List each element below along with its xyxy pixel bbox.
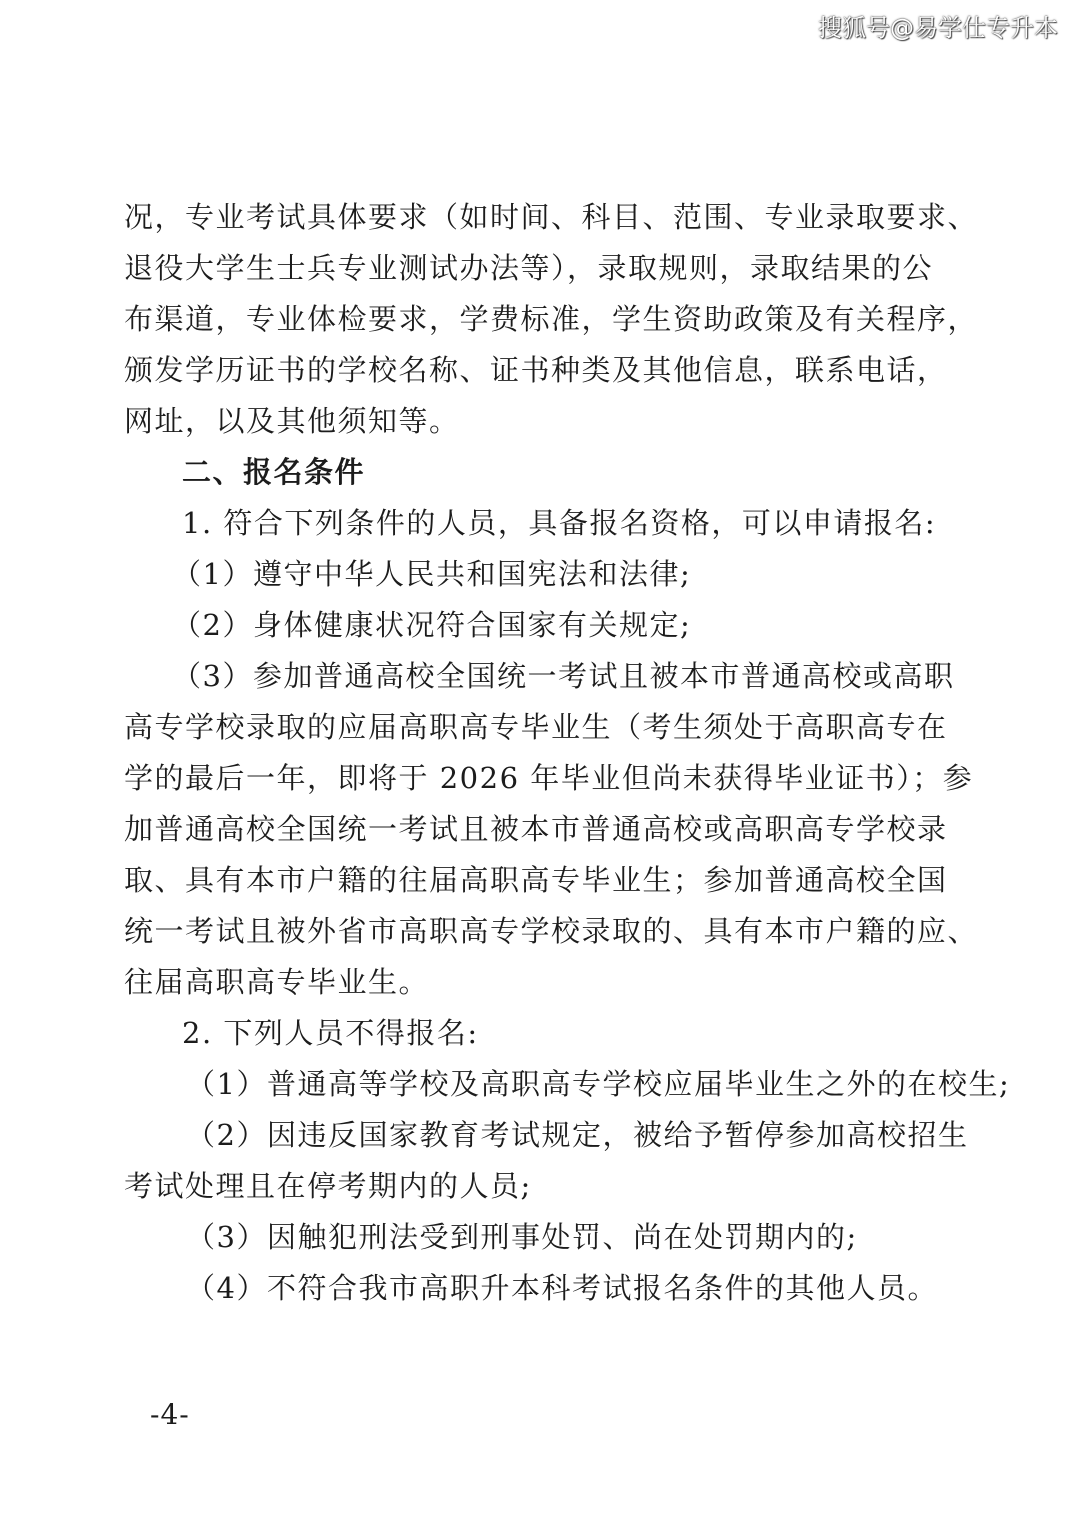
list-item: （2）因违反国家教育考试规定，被给予暂停参加高校招生 <box>186 1118 969 1152</box>
paragraph-line: 布渠道，专业体检要求，学费标准，学生资助政策及有关程序， <box>124 302 979 336</box>
paragraph-line: 况，专业考试具体要求（如时间、科目、范围、专业录取要求、 <box>124 200 979 234</box>
paragraph-line: 网址，以及其他须知等。 <box>124 404 460 438</box>
list-item: （1）遵守中华人民共和国宪法和法律; <box>172 557 692 591</box>
paragraph-line: 加普通高校全国统一考试且被本市普通高校或高职高专学校录 <box>124 812 948 846</box>
list-item: （3）参加普通高校全国统一考试且被本市普通高校或高职 <box>172 659 955 693</box>
section-heading: 二、报名条件 <box>182 455 366 489</box>
paragraph-line: 1. 符合下列条件的人员，具备报名资格，可以申请报名: <box>182 506 937 540</box>
paragraph-line: 往届高职高专毕业生。 <box>124 965 430 999</box>
paragraph-line: 取、具有本市户籍的往届高职高专毕业生；参加普通高校全国 <box>124 863 948 897</box>
paragraph-line: 退役大学生士兵专业测试办法等），录取规则，录取结果的公 <box>124 251 934 285</box>
list-item: （2）身体健康状况符合国家有关规定; <box>172 608 692 642</box>
watermark-text: 搜狐号@易学仕专升本 <box>818 14 1058 42</box>
paragraph-line: 高专学校录取的应届高职高专毕业生（考生须处于高职高专在 <box>124 710 948 744</box>
paragraph-line: 颁发学历证书的学校名称、证书种类及其他信息，联系电话， <box>124 353 948 387</box>
paragraph-line: 考试处理且在停考期内的人员; <box>124 1169 532 1203</box>
page-number: -4- <box>150 1398 190 1431</box>
paragraph-line: 统一考试且被外省市高职高专学校录取的、具有本市户籍的应、 <box>124 914 979 948</box>
paragraph-line: 学的最后一年，即将于 2026 年毕业但尚未获得毕业证书）；参 <box>124 761 974 795</box>
list-item: （1）普通高等学校及高职高专学校应届毕业生之外的在校生; <box>186 1067 1011 1101</box>
paragraph-line: 2. 下列人员不得报名: <box>182 1016 479 1050</box>
list-item: （3）因触犯刑法受到刑事处罚、尚在处罚期内的; <box>186 1220 858 1254</box>
document-body <box>124 192 1011 1314</box>
list-item: （4）不符合我市高职升本科考试报名条件的其他人员。 <box>186 1271 938 1305</box>
